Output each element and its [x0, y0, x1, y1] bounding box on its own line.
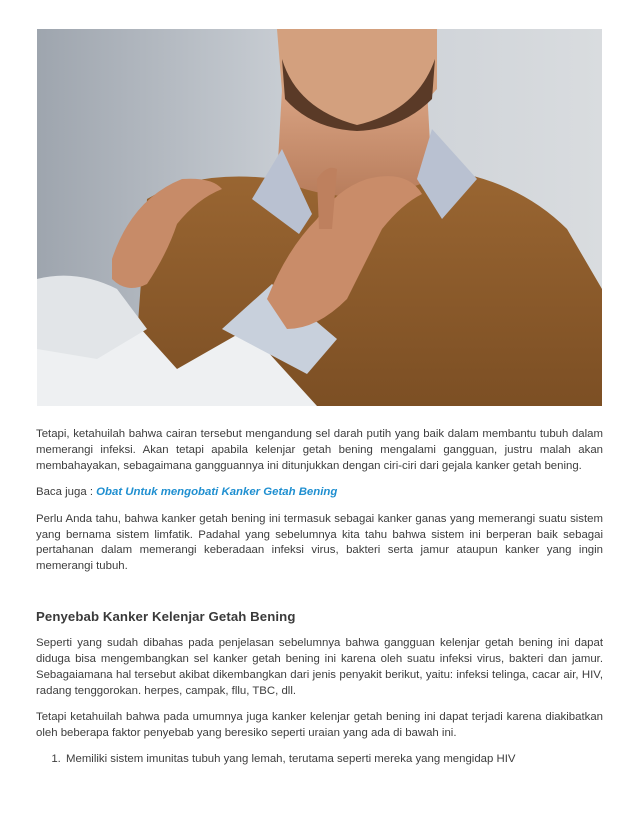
see-also-link[interactable]: Obat Untuk mengobati Kanker Getah Bening [96, 485, 338, 498]
section-heading: Penyebab Kanker Kelenjar Getah Bening [36, 609, 296, 625]
risk-factor-list [36, 752, 603, 768]
article-photo [37, 29, 602, 406]
man-holding-neck-photo [37, 29, 602, 406]
paragraph-causes: Seperti yang sudah dibahas pada penjelasan sebelumnya bahwa gangguan kelenjar getah bening ini dapat diduga bisa mengembangkan sel kanker getah bening ini karena oleh suatu infeksi virus, bakteri dan jamur. Sebagaiamana hal tersebut akibat dikembangkan dari jenis penyakit berikut, yaitu: infeksi telinga, cacar air, HIV, radang tenggorokan. herpes, campak, fllu, TBC, dll. [36, 637, 603, 697]
paragraph-risk-factors: Tetapi ketahuilah bahwa pada umumnya juga kanker kelenjar getah bening ini dapat terjadi karena diakibatkan oleh beberapa faktor penyebab yang beresiko seperti uraian yang ada di bawah ini. [36, 710, 603, 739]
paragraph-intro: Tetapi, ketahuilah bahwa cairan tersebut mengandung sel darah putih yang baik dalam membantu tubuh dalam memerangi infeksi. Akan tetapi apabila kelenjar getah bening mengalami gangguan, justru malah akan membahayakan, sebagaimana gangguannya ini ditunjukkan dengan ciri-ciri dari gejala kanker getah bening. [36, 428, 603, 472]
see-also-prefix: Baca juga : [36, 485, 97, 498]
see-also [36, 485, 603, 501]
paragraph-lymphatic: Perlu Anda tahu, bahwa kanker getah bening ini termasuk sebagai kanker ganas yang memerangi suatu sistem yang bernama sistem limfatik. Padahal yang sebelumnya kita tahu bahwa sistem ini berperan baik sebagai pertahanan dalam memerangi keberadaan infeksi virus, bakteri serta jamur ataupun kanker yang ingin memerangi tubuh. [36, 512, 603, 573]
article-body [36, 427, 603, 768]
list-item: 1. Memiliki sistem imunitas tubuh yang lemah, terutama seperti mereka yang mengidap HIV [64, 752, 603, 768]
